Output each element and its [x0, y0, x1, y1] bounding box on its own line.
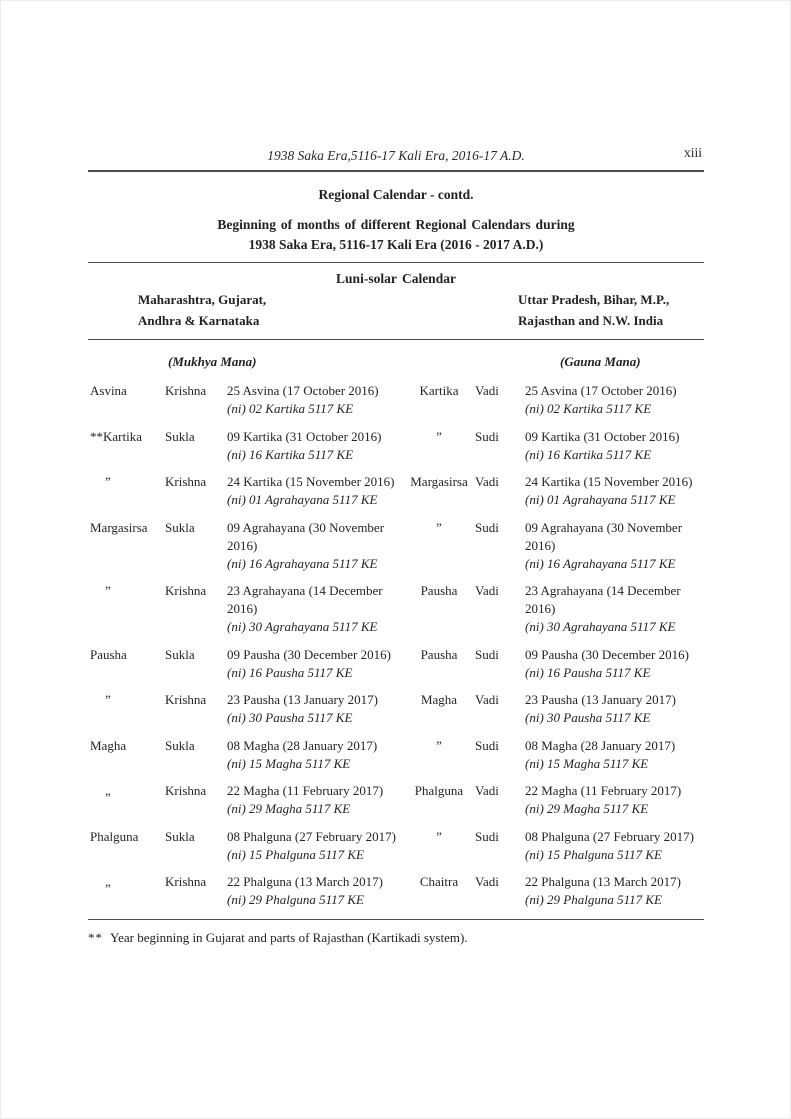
paksha-cell-right: Vadi: [475, 583, 499, 598]
ni-date-line: (ni) 02 Kartika 5117 KE: [525, 401, 652, 416]
date-line: 23 Agrahayana (14 December 2016): [525, 583, 681, 616]
ni-date-line: (ni) 16 Pausha 5117 KE: [525, 664, 651, 680]
paksha-cell-left: Krishna: [165, 783, 207, 798]
paksha-cell-left: Sukla: [165, 737, 195, 753]
date-cell-left: [225, 782, 403, 818]
region-right-line1: Uttar Pradesh, Bihar, M.P.,: [518, 292, 670, 307]
date-cell-right: [523, 737, 704, 773]
page-number: xiii: [683, 145, 702, 160]
region-header-right: [518, 289, 669, 331]
date-cell-right: [523, 828, 704, 864]
date-line: 09 Agrahayana (30 November 2016): [525, 519, 683, 553]
date-line: 09 Pausha (30 December 2016): [525, 646, 689, 662]
table-row: [88, 582, 704, 636]
table-row: [88, 782, 704, 818]
running-head: 1938 Saka Era,5116-17 Kali Era, 2016-17 A.D.: [267, 148, 525, 163]
month-cell-left: „: [105, 783, 111, 798]
date-cell-right: [523, 519, 704, 573]
paksha-cell-right: Sudi: [475, 737, 499, 753]
date-line: 22 Phalguna (13 March 2017): [227, 874, 383, 889]
ni-date-line: (ni) 02 Kartika 5117 KE: [227, 401, 354, 416]
date-line: 08 Magha (28 January 2017): [525, 737, 676, 753]
month-cell-left: Pausha: [90, 646, 127, 662]
ni-date-line: (ni) 29 Phalguna 5117 KE: [227, 892, 364, 907]
table-row: [88, 646, 704, 682]
subtitle-line2: 1938 Saka Era, 5116-17 Kali Era (2016 - 2017 A.D.): [248, 237, 544, 252]
month-cell-right: Phalguna: [414, 783, 464, 798]
paksha-cell-right: Vadi: [475, 383, 499, 398]
footnote-text: Year beginning in Gujarat and parts of Rajasthan (Kartikadi system).: [110, 929, 468, 945]
paksha-cell-left: Krishna: [165, 874, 207, 889]
month-cell-left: Phalguna: [90, 828, 139, 844]
paksha-cell-right: Sudi: [475, 828, 499, 844]
paksha-cell-left: Krishna: [165, 474, 207, 489]
date-cell-right: [523, 646, 704, 682]
date-cell-left: [225, 473, 403, 509]
ni-date-line: (ni) 16 Agrahayana 5117 KE: [525, 555, 676, 571]
month-cell-right: Kartika: [419, 383, 459, 398]
date-cell-right: [523, 782, 704, 818]
month-cell-right: Margasirsa: [410, 474, 468, 489]
date-cell-left: [225, 646, 403, 682]
paksha-cell-right: Sudi: [475, 519, 499, 535]
month-cell-right: ”: [436, 428, 442, 444]
month-cell-right: Pausha: [420, 646, 458, 662]
section-title: Regional Calendar - contd.: [318, 187, 474, 202]
month-cell-left: „: [105, 874, 111, 889]
paksha-cell-left: Krishna: [165, 583, 207, 598]
month-cell-left: Asvina: [90, 383, 127, 398]
month-cell-right: Pausha: [420, 583, 458, 598]
paksha-cell-left: Krishna: [165, 692, 207, 707]
date-cell-right: [523, 382, 704, 418]
date-cell-left: [225, 737, 403, 773]
date-line: 09 Pausha (30 December 2016): [227, 646, 391, 662]
ni-date-line: (ni) 01 Agrahayana 5117 KE: [525, 492, 676, 507]
date-cell-right: [523, 473, 704, 509]
month-cell-right: Magha: [420, 692, 458, 707]
month-cell-left: ”: [105, 583, 111, 598]
month-cell-left: **Kartika: [90, 428, 142, 444]
month-cell-left: Magha: [90, 737, 127, 753]
ni-date-line: (ni) 16 Agrahayana 5117 KE: [227, 555, 378, 571]
header-divider: [88, 170, 704, 172]
ni-date-line: (ni) 29 Magha 5117 KE: [525, 801, 649, 816]
date-cell-left: [225, 873, 403, 909]
mana-left-label: (Mukhya Mana): [168, 354, 257, 369]
date-cell-left: [225, 828, 403, 864]
date-cell-right: [523, 691, 704, 727]
table-row: [88, 428, 704, 464]
month-cell-right: ”: [436, 519, 442, 535]
page-content: [88, 0, 704, 947]
paksha-cell-left: Krishna: [165, 383, 207, 398]
date-line: 09 Kartika (31 October 2016): [227, 428, 382, 444]
footer-divider: [88, 919, 704, 920]
subtitle-line1: Beginning of months of different Regional Calendars during: [217, 217, 575, 232]
date-cell-left: [225, 691, 403, 727]
date-line: 09 Agrahayana (30 November 2016): [227, 519, 385, 553]
ni-date-line: (ni) 16 Pausha 5117 KE: [227, 664, 353, 680]
date-cell-left: [225, 582, 403, 636]
region-left-line1: Maharashtra, Gujarat,: [138, 292, 267, 307]
paksha-cell-right: Vadi: [475, 783, 499, 798]
ni-date-line: (ni) 16 Kartika 5117 KE: [525, 446, 652, 462]
ni-date-line: (ni) 30 Pausha 5117 KE: [525, 710, 651, 725]
date-line: 24 Kartika (15 November 2016): [525, 474, 693, 489]
date-line: 24 Kartika (15 November 2016): [227, 474, 395, 489]
date-cell-left: [225, 382, 403, 418]
table-row: [88, 828, 704, 864]
ni-date-line: (ni) 15 Magha 5117 KE: [227, 755, 351, 771]
month-cell-left: Margasirsa: [90, 519, 148, 535]
ni-date-line: (ni) 01 Agrahayana 5117 KE: [227, 492, 378, 507]
date-line: 23 Pausha (13 January 2017): [525, 692, 676, 707]
ni-date-line: (ni) 30 Pausha 5117 KE: [227, 710, 353, 725]
table-row: [88, 873, 704, 909]
date-line: 09 Kartika (31 October 2016): [525, 428, 680, 444]
table-row: [88, 519, 704, 573]
month-cell-left: ”: [105, 474, 111, 489]
paksha-cell-right: Sudi: [475, 428, 499, 444]
date-line: 08 Magha (28 January 2017): [227, 737, 378, 753]
footnote-marker: **: [88, 929, 103, 945]
ni-date-line: (ni) 15 Magha 5117 KE: [525, 755, 649, 771]
region-left-line2: Andhra & Karnataka: [138, 313, 260, 328]
title-divider: [88, 262, 704, 263]
running-head-row: [88, 147, 704, 165]
date-line: 08 Phalguna (27 February 2017): [227, 828, 396, 844]
mana-right-label: (Gauna Mana): [560, 354, 641, 369]
month-cell-right: Chaitra: [419, 874, 459, 889]
date-line: 25 Asvina (17 October 2016): [227, 383, 379, 398]
month-cell-right: ”: [436, 828, 442, 844]
date-line: 22 Magha (11 February 2017): [525, 783, 682, 798]
paksha-cell-right: Vadi: [475, 474, 499, 489]
date-cell-right: [523, 873, 704, 909]
footnote: [88, 929, 704, 947]
date-line: 08 Phalguna (27 February 2017): [525, 828, 694, 844]
mana-row: [88, 353, 704, 373]
region-headers: [88, 289, 704, 331]
ni-date-line: (ni) 29 Phalguna 5117 KE: [525, 892, 662, 907]
month-cell-right: ”: [436, 737, 442, 753]
ni-date-line: (ni) 16 Kartika 5117 KE: [227, 446, 354, 462]
date-line: 22 Phalguna (13 March 2017): [525, 874, 681, 889]
date-line: 22 Magha (11 February 2017): [227, 783, 384, 798]
table-row: [88, 691, 704, 727]
date-line: 23 Agrahayana (14 December 2016): [227, 583, 383, 616]
region-header-left: [138, 289, 266, 331]
date-cell-right: [523, 582, 704, 636]
table-row: [88, 382, 704, 418]
calendar-table-body: [88, 382, 704, 909]
paksha-cell-right: Sudi: [475, 646, 499, 662]
date-cell-right: [523, 428, 704, 464]
paksha-cell-right: Vadi: [475, 692, 499, 707]
region-right-line2: Rajasthan and N.W. India: [518, 313, 664, 328]
paksha-cell-left: Sukla: [165, 828, 195, 844]
paksha-cell-left: Sukla: [165, 519, 195, 535]
month-cell-left: ”: [105, 692, 111, 707]
calendar-type-title: Luni-solar Calendar: [336, 271, 456, 286]
date-line: 25 Asvina (17 October 2016): [525, 383, 677, 398]
ni-date-line: (ni) 30 Agrahayana 5117 KE: [227, 619, 378, 634]
ni-date-line: (ni) 15 Phalguna 5117 KE: [227, 846, 364, 862]
ni-date-line: (ni) 29 Magha 5117 KE: [227, 801, 351, 816]
ni-date-line: (ni) 30 Agrahayana 5117 KE: [525, 619, 676, 634]
paksha-cell-left: Sukla: [165, 646, 195, 662]
date-cell-left: [225, 519, 403, 573]
ni-date-line: (ni) 15 Phalguna 5117 KE: [525, 846, 662, 862]
table-row: [88, 737, 704, 773]
date-cell-left: [225, 428, 403, 464]
date-line: 23 Pausha (13 January 2017): [227, 692, 378, 707]
paksha-cell-left: Sukla: [165, 428, 195, 444]
paksha-cell-right: Vadi: [475, 874, 499, 889]
region-divider: [88, 339, 704, 340]
table-row: [88, 473, 704, 509]
